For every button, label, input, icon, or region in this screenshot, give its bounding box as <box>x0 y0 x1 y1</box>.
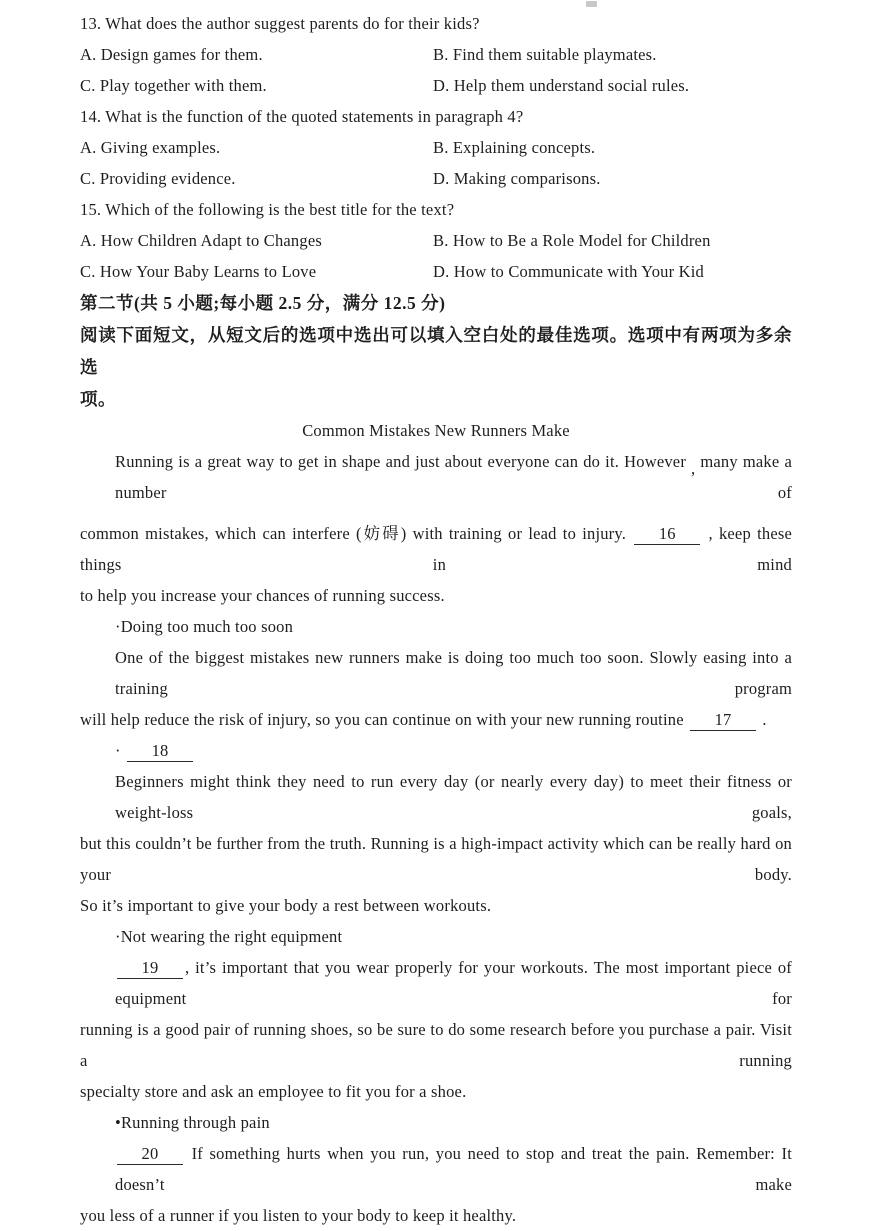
question-13 <box>80 8 792 101</box>
question-stem: 14. What is the function of the quoted statements in paragraph 4? <box>80 107 524 126</box>
option-row <box>80 39 792 70</box>
blank-19: 19 <box>117 958 183 979</box>
passage-text: If something hurts when you run, you need to stop and treat the pain. Remember: It doesn’t make <box>115 1144 797 1194</box>
option-c: C. How Your Baby Learns to Love <box>80 262 317 281</box>
option-d: D. How to Communicate with Your Kid <box>433 262 704 281</box>
passage-text: common mistakes, which can interfere (妨碍) with training or lead to injury. <box>80 524 633 543</box>
option-c: C. Providing evidence. <box>80 169 236 188</box>
passage-line <box>80 890 792 921</box>
passage-text: · <box>115 741 126 760</box>
passage-text: , keep these things in mind <box>80 524 797 574</box>
passage-line <box>80 952 797 1014</box>
passage-text: . <box>758 710 767 729</box>
option-row <box>80 256 792 287</box>
passage-text: specialty store and ask an employee to fit you for a shoe. <box>80 1082 467 1101</box>
section-header: 第二节(共 5 小题;每小题 2.5 分，满分 12.5 分) <box>80 293 446 313</box>
blank-16: 16 <box>634 524 700 545</box>
option-a: A. Design games for them. <box>80 45 263 64</box>
passage-text: to help you increase your chances of running success. <box>80 586 445 605</box>
option-d: D. Making comparisons. <box>433 169 601 188</box>
section-instruction-line2: 项。 <box>80 389 116 409</box>
question-stem: 15. Which of the following is the best title for the text? <box>80 200 455 219</box>
passage-text: you less of a runner if you listen to your body to keep it healthy. <box>80 1206 517 1225</box>
passage-line <box>80 921 792 952</box>
passage-text: Beginners might think they need to run every day (or nearly every day) to meet their fitness or weight-loss goals, <box>115 772 797 822</box>
passage-title: Common Mistakes New Runners Make <box>302 421 570 440</box>
passage-line <box>80 1076 792 1107</box>
option-b: B. Find them suitable playmates. <box>433 45 657 64</box>
passage-text: Running is a great way to get in shape and just about everyone can do it. However <box>115 452 687 471</box>
question-15 <box>80 194 792 287</box>
option-a: A. Giving examples. <box>80 138 221 157</box>
section-instruction-line1: 阅读下面短文，从短文后的选项中选出可以填入空白处的最佳选项。选项中有两项为多余选 <box>80 325 792 377</box>
passage-line <box>80 704 792 735</box>
option-row <box>80 70 792 101</box>
passage-line <box>80 735 792 766</box>
option-b: B. How to Be a Role Model for Children <box>433 231 711 250</box>
passage-text: So it’s important to give your body a rest between workouts. <box>80 896 492 915</box>
passage-line <box>80 446 797 508</box>
passage-text: , it’s important that you wear properly for your workouts. The most important piece of equipment for <box>115 958 797 1008</box>
option-a: A. How Children Adapt to Changes <box>80 231 322 250</box>
passage-text: running is a good pair of running shoes, so be sure to do some research before you purchase a pair. Visit a running <box>80 1020 797 1070</box>
option-d: D. Help them understand social rules. <box>433 76 690 95</box>
blank-17: 17 <box>690 710 756 731</box>
passage-line <box>80 1200 792 1231</box>
blank-18: 18 <box>127 741 193 762</box>
passage-text: but this couldn’t be further from the truth. Running is a high-impact activity which can be really hard on your body. <box>80 834 797 884</box>
option-row <box>80 163 792 194</box>
option-c: C. Play together with them. <box>80 76 267 95</box>
option-b: B. Explaining concepts. <box>433 138 596 157</box>
blank-20: 20 <box>117 1144 183 1165</box>
passage-line <box>80 518 797 580</box>
passage-line <box>80 766 797 828</box>
question-stem: 13. What does the author suggest parents do for their kids? <box>80 14 480 33</box>
option-row <box>80 132 792 163</box>
passage-body <box>80 446 797 1231</box>
passage-line <box>80 642 797 704</box>
passage-text: ·Doing too much too soon <box>115 617 294 636</box>
passage-text: ·Not wearing the right equipment <box>115 927 343 946</box>
passage-text: will help reduce the risk of injury, so you can continue on with your new running routine <box>80 710 689 729</box>
passage-line <box>80 580 792 611</box>
passage-line <box>80 1107 792 1138</box>
passage-text: •Running through pain <box>115 1113 270 1132</box>
passage-line <box>80 611 792 642</box>
scan-artifact <box>586 1 597 7</box>
option-row <box>80 225 792 256</box>
passage-text: One of the biggest mistakes new runners make is doing too much too soon. Slowly easing into a training program <box>115 648 797 698</box>
dropped-comma: , <box>691 459 696 478</box>
passage-text: many make a number of <box>115 452 797 502</box>
passage-line <box>80 1014 797 1076</box>
passage-line <box>80 1138 797 1200</box>
passage-line <box>80 828 797 890</box>
question-14 <box>80 101 792 194</box>
